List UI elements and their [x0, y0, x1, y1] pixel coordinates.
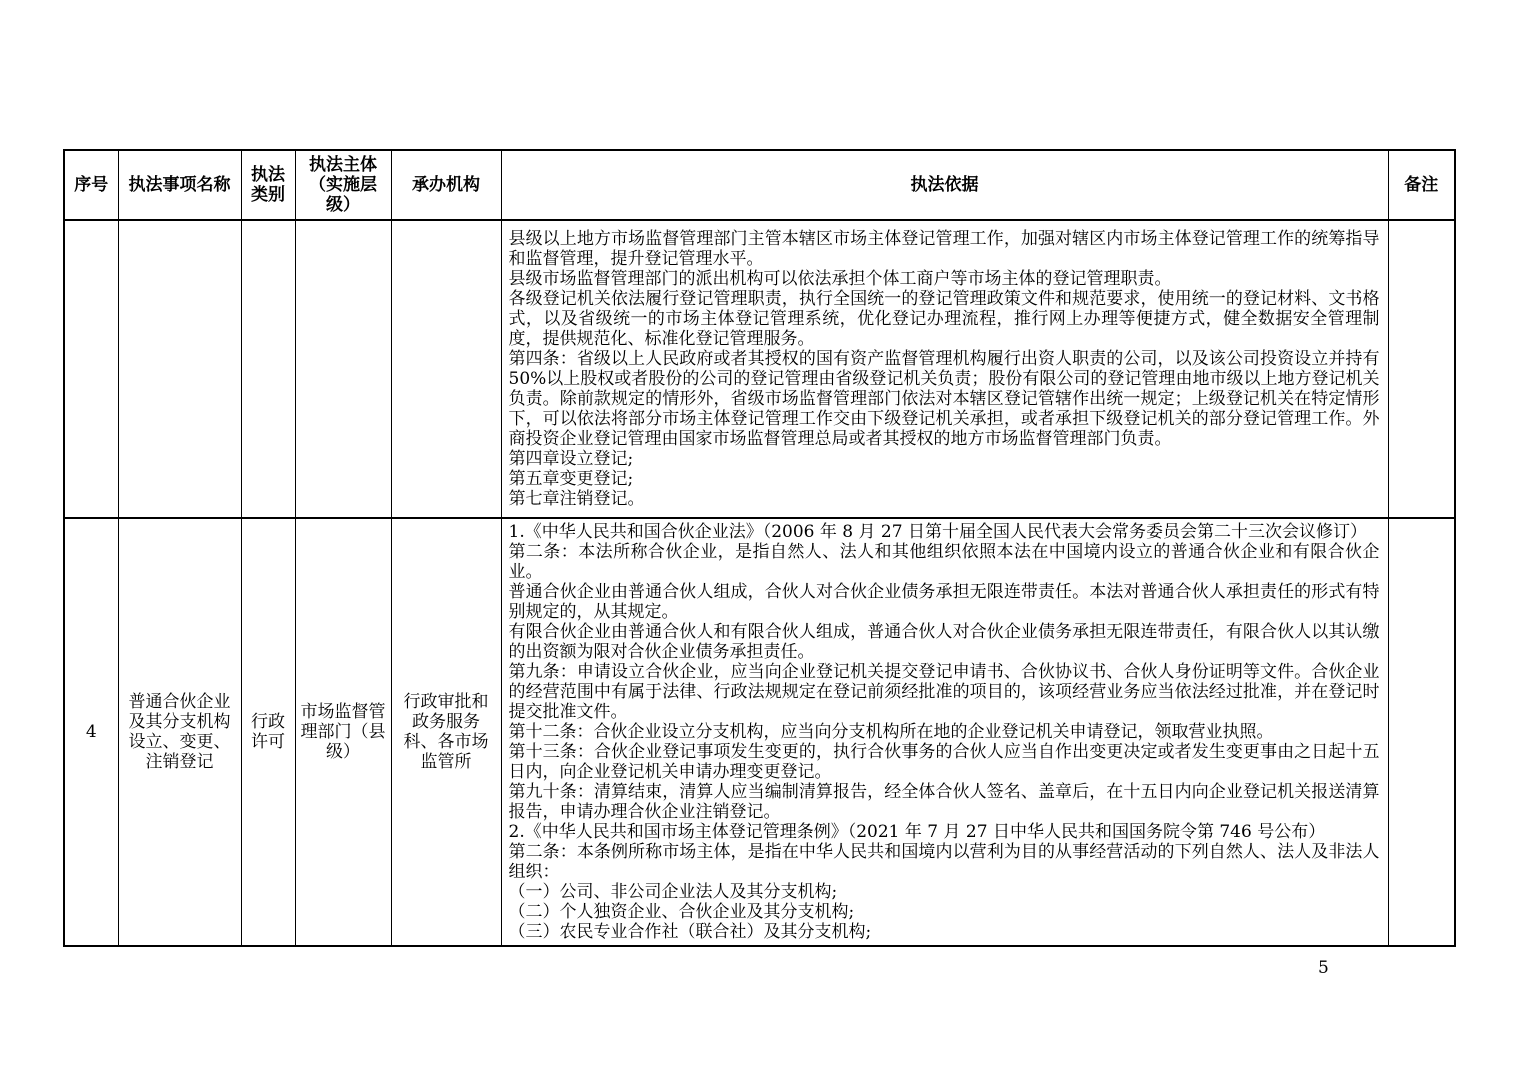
basis-paragraph: 第十二条：合伙企业设立分支机构，应当向分支机构所在地的企业登记机关申请登记，领取营业执照。 — [508, 722, 1274, 742]
basis-paragraph: 第四条：省级以上人民政府或者其授权的国有资产监督管理机构履行出资人职责的公司，以及该公司投资设立并持有 50%以上股权或者股份的公司的登记管理由省级登记机关负责；股份有限公司的登记管理由地市级以上地方登记机关负责。除前款规定的情形外，省级市场监督管理部门依法对本辖区登记管辖作出统一规定；上级登记机关在特定情形下，可以依法将部分市场主体登记管理工作交由下级登记机关承担，或者承担下级登记机关的部分登记管理工作。外商投资企业登记管理由国家市场监督管理总局或者其授权的地方市场监督管理部门负责。 — [508, 349, 1380, 449]
cell-agency: 行政审批和政务服务科、各市场监管所 — [391, 518, 501, 946]
basis-paragraph: 第七章注销登记。 — [508, 489, 645, 509]
col-header-agency: 承办机构 — [391, 150, 501, 220]
cell-remark — [1388, 220, 1455, 518]
cell-subject — [295, 220, 391, 518]
basis-paragraph: 第五章变更登记; — [508, 469, 634, 489]
table-row-continuation — [64, 220, 1455, 518]
cell-item-name — [118, 220, 241, 518]
col-header-subject: 执法主体（实施层级） — [295, 150, 391, 220]
table-container — [63, 149, 1454, 947]
basis-paragraph: 2.《中华人民共和国市场主体登记管理条例》（2021 年 7 月 27 日中华人民共和国国务院令第 746 号公布） — [508, 822, 1326, 842]
basis-paragraph: 县级以上地方市场监督管理部门主管本辖区市场主体登记管理工作，加强对辖区内市场主体登记管理工作的统筹指导和监督管理，提升登记管理水平。 — [508, 229, 1380, 269]
cell-seq: 4 — [64, 518, 118, 946]
cell-subject: 市场监督管理部门（县级） — [295, 518, 391, 946]
basis-paragraph: 第十三条：合伙企业登记事项发生变更的，执行合伙事务的合伙人应当自作出变更决定或者发生变更事由之日起十五日内，向企业登记机关申请办理变更登记。 — [508, 742, 1380, 782]
cell-basis — [501, 220, 1388, 518]
basis-paragraph: 第二条：本法所称合伙企业，是指自然人、法人和其他组织依照本法在中国境内设立的普通合伙企业和有限合伙企业。 — [508, 542, 1380, 582]
basis-paragraph: 1.《中华人民共和国合伙企业法》（2006 年 8 月 27 日第十届全国人民代表大会常务委员会第二十三次会议修订） — [508, 522, 1367, 542]
basis-paragraph: （三）农民专业合作社（联合社）及其分支机构; — [508, 922, 872, 942]
col-header-category: 执法类别 — [241, 150, 295, 220]
basis-paragraph: （一）公司、非公司企业法人及其分支机构; — [508, 882, 838, 902]
table-row-item-4 — [64, 518, 1455, 946]
basis-paragraph: 第九条：申请设立合伙企业，应当向企业登记机关提交登记申请书、合伙协议书、合伙人身份证明等文件。合伙企业的经营范围中有属于法律、行政法规规定在登记前须经批准的项目的，该项经营业务应当依法经过批准，并在登记时提交批准文件。 — [508, 662, 1380, 722]
basis-paragraph: （二）个人独资企业、合伙企业及其分支机构; — [508, 902, 855, 922]
col-header-item-name: 执法事项名称 — [118, 150, 241, 220]
basis-paragraph: 第四章设立登记; — [508, 449, 634, 469]
col-header-basis: 执法依据 — [501, 150, 1388, 220]
cell-basis — [501, 518, 1388, 946]
basis-paragraph: 各级登记机关依法履行登记管理职责，执行全国统一的登记管理政策文件和规范要求，使用统一的登记材料、文书格式，以及省级统一的市场主体登记管理系统，优化登记办理流程，推行网上办理等便捷方式，健全数据安全管理制度，提供规范化、标准化登记管理服务。 — [508, 289, 1380, 349]
basis-paragraph: 有限合伙企业由普通合伙人和有限合伙人组成，普通合伙人对合伙企业债务承担无限连带责任，有限合伙人以其认缴的出资额为限对合伙企业债务承担责任。 — [508, 622, 1380, 662]
col-header-remark: 备注 — [1388, 150, 1455, 220]
basis-paragraph: 普通合伙企业由普通合伙人组成，合伙人对合伙企业债务承担无限连带责任。本法对普通合伙人承担责任的形式有特别规定的，从其规定。 — [508, 582, 1380, 622]
cell-category — [241, 220, 295, 518]
basis-paragraph: 第二条：本条例所称市场主体，是指在中华人民共和国境内以营利为目的从事经营活动的下列自然人、法人及非法人组织： — [508, 842, 1380, 882]
cell-agency — [391, 220, 501, 518]
basis-paragraph: 县级市场监督管理部门的派出机构可以依法承担个体工商户等市场主体的登记管理职责。 — [508, 269, 1172, 289]
basis-paragraph: 第九十条：清算结束，清算人应当编制清算报告，经全体合伙人签名、盖章后，在十五日内向企业登记机关报送清算报告，申请办理合伙企业注销登记。 — [508, 782, 1380, 822]
cell-item-name: 普通合伙企业及其分支机构设立、变更、注销登记 — [118, 518, 241, 946]
enforcement-items-table — [63, 149, 1456, 947]
col-header-seq: 序号 — [64, 150, 118, 220]
page-number: 5 — [1318, 958, 1329, 978]
cell-seq — [64, 220, 118, 518]
cell-remark — [1388, 518, 1455, 946]
header-row — [64, 150, 1455, 220]
cell-category: 行政许可 — [241, 518, 295, 946]
